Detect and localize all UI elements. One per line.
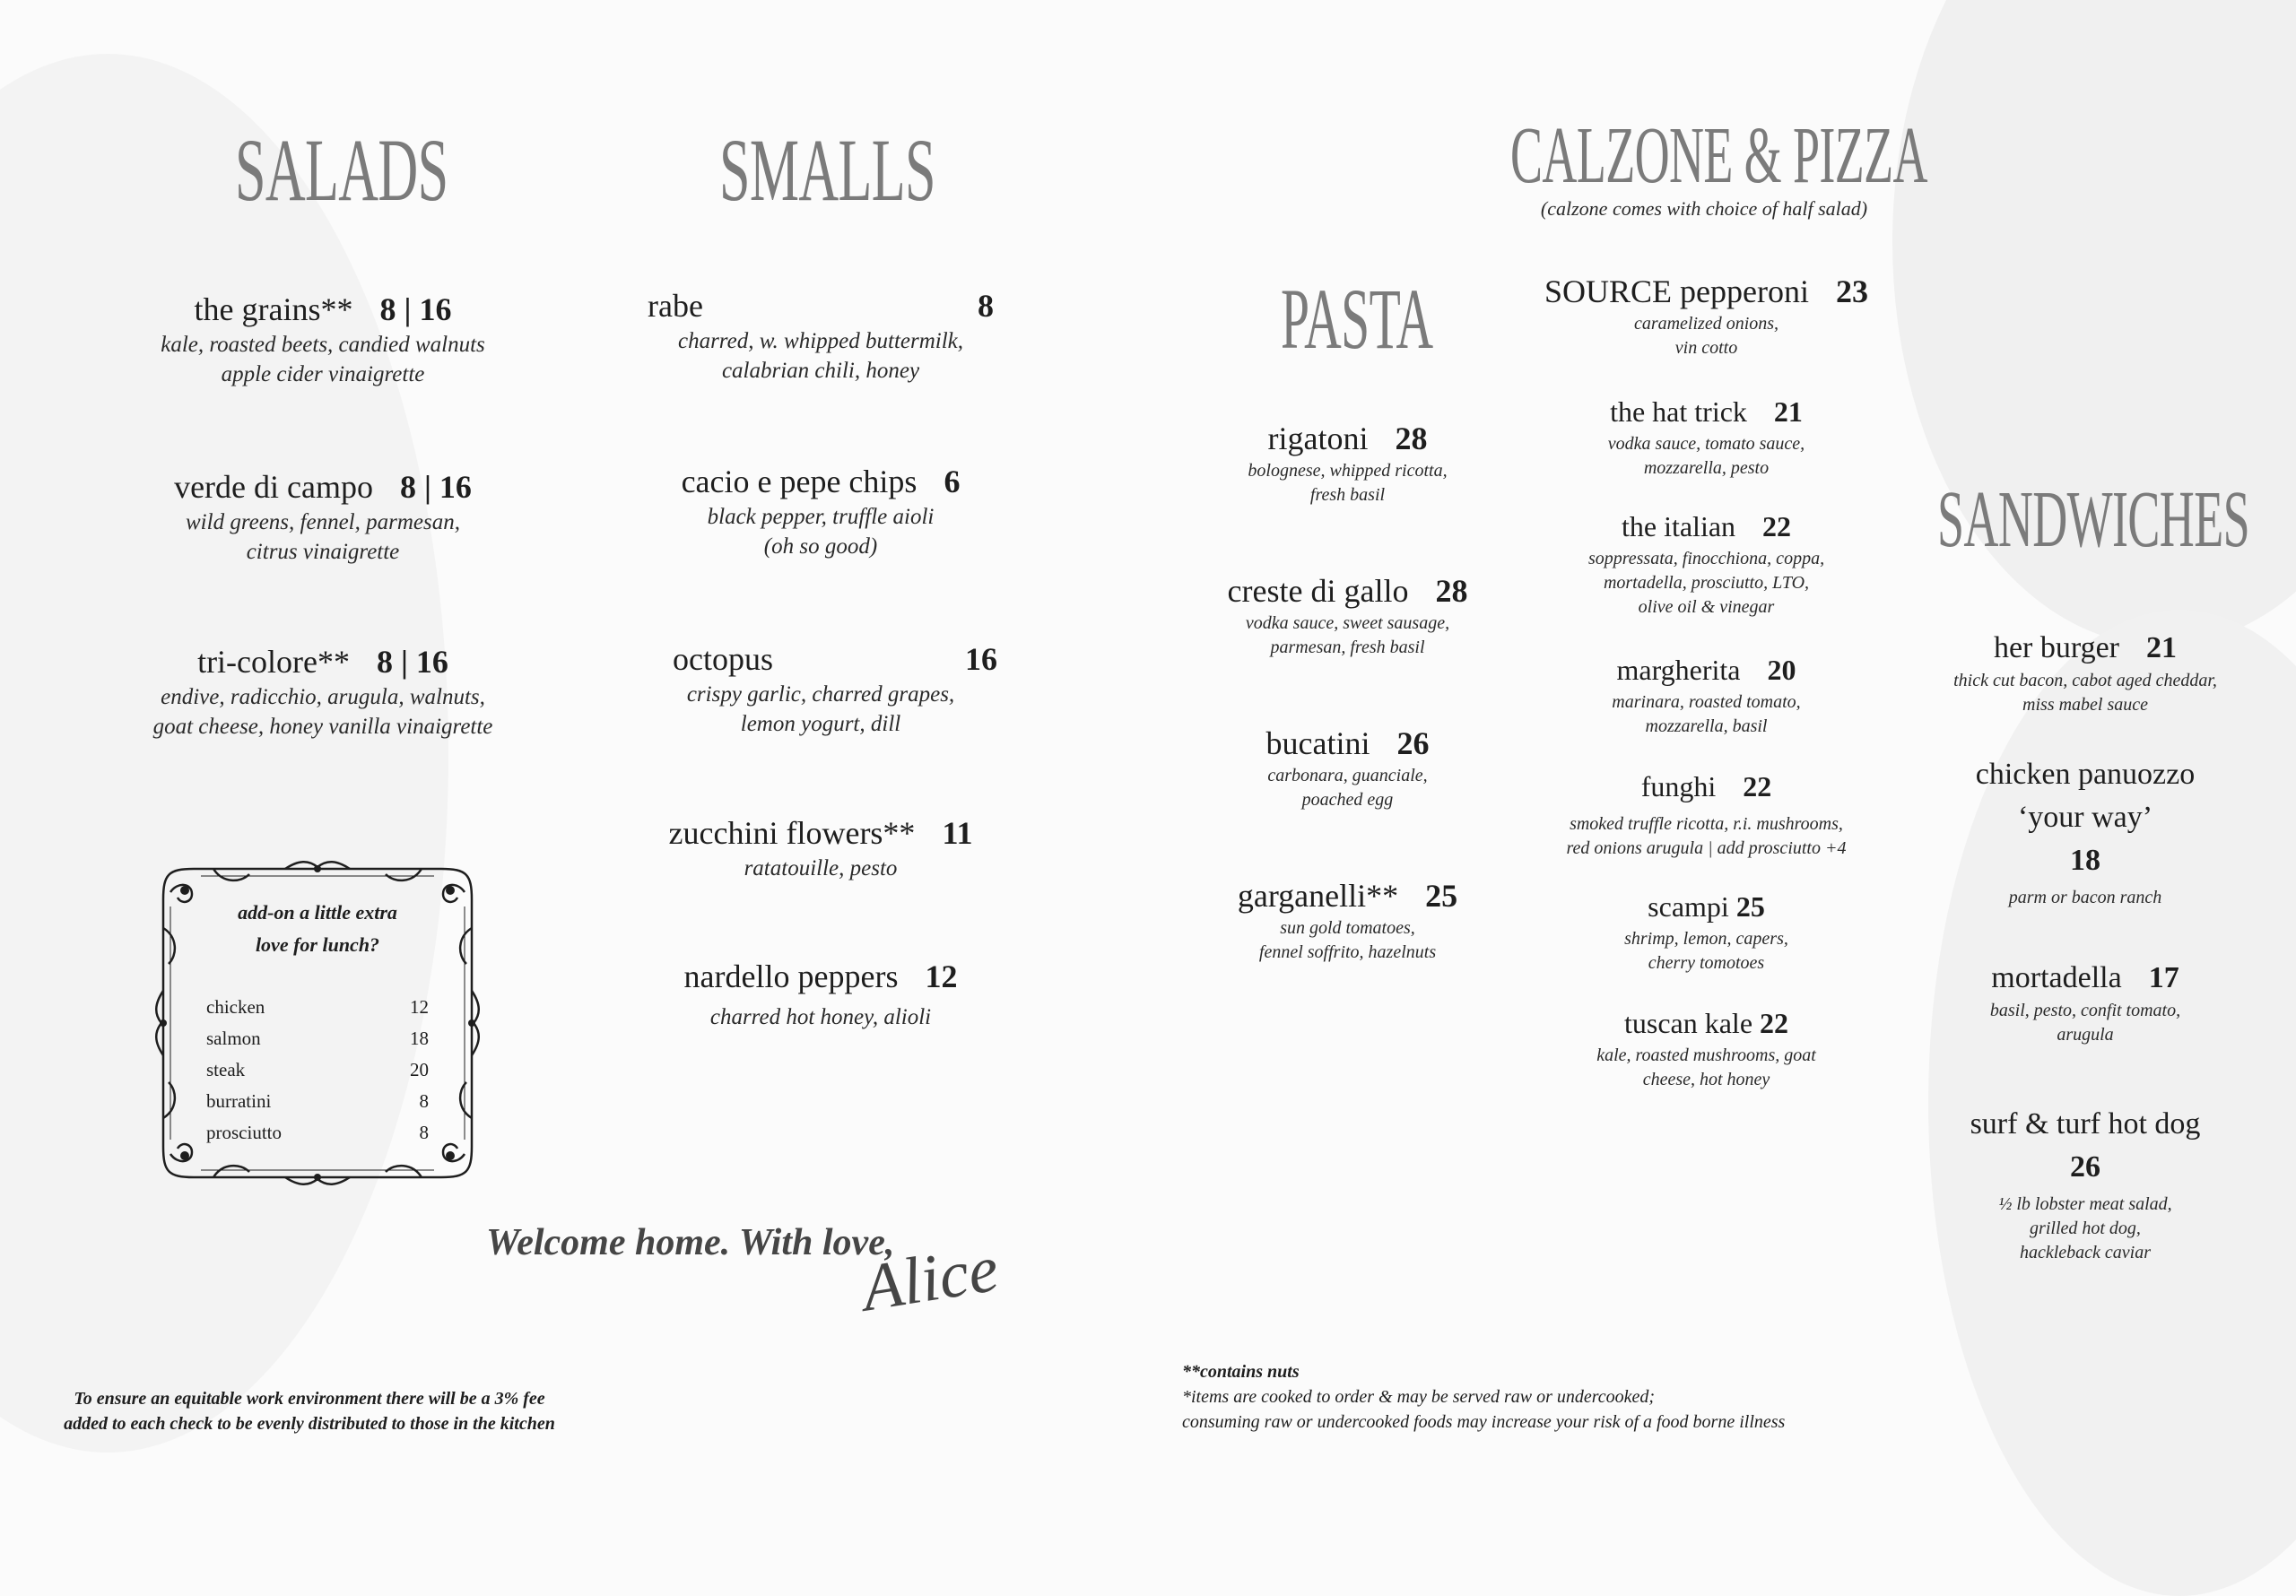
item-price: 6 [944, 464, 961, 499]
item-name: tri-colore** [197, 644, 350, 680]
pizza-item [1525, 766, 1888, 861]
item-desc-line: fennel soffrito, hazelnuts [1258, 942, 1437, 962]
item-desc-line: (oh so good) [763, 534, 878, 559]
item-desc-line: vodka sauce, tomato sauce, [1607, 434, 1805, 454]
item-name: scampi [1648, 890, 1729, 923]
addon-row [206, 992, 429, 1023]
welcome-message: Welcome home. With love, [486, 1222, 895, 1263]
sandwiches-heading: SANDWICHES [1937, 475, 2250, 564]
pizza-item [1525, 506, 1888, 620]
item-price: 16 [965, 641, 997, 677]
item-desc-line: wild greens, fennel, parmesan, [186, 510, 460, 534]
item-name-line2: ‘your way’ [2017, 801, 2153, 834]
item-desc-line: fresh basil [1309, 485, 1386, 505]
item-desc-line: shrimp, lemon, capers, [1624, 929, 1788, 949]
item-name: the italian [1621, 510, 1736, 542]
item-name: creste di gallo [1227, 573, 1409, 609]
allergy-note [1182, 1359, 2187, 1435]
item-desc-line: basil, pesto, confit tomato, [1989, 1001, 2181, 1020]
item-name: rabe [648, 288, 703, 324]
item-desc-line: mozzarella, basil [1645, 716, 1768, 736]
item-price: 12 [925, 958, 958, 994]
item-desc-line: vin cotto [1674, 338, 1738, 358]
addon-row [206, 1117, 429, 1149]
addon-title-line: add-on a little extra [238, 901, 397, 924]
item-price: 21 [2146, 631, 2178, 664]
item-name: the grains** [194, 291, 353, 327]
item-name: her burger [1993, 631, 2120, 664]
item-desc-line: citrus vinaigrette [246, 540, 400, 564]
sandwich-item [1928, 753, 2242, 910]
item-desc-line: charred hot honey, alioli [709, 1005, 932, 1029]
pasta-item [1193, 723, 1502, 812]
pasta-item [1193, 875, 1502, 965]
item-name: rigatoni [1267, 421, 1369, 456]
pizza-item [1525, 1002, 1888, 1092]
item-name: surf & turf hot dog [1970, 1107, 2201, 1141]
addon-name: prosciutto [206, 1122, 282, 1143]
pizza-item [1525, 391, 1888, 481]
raw-note-line: consuming raw or undercooked foods may increase your risk of a food borne illness [1182, 1412, 1786, 1432]
pizza-subtitle: (calzone comes with choice of half salad) [1540, 197, 1868, 220]
item-desc-line: apple cider vinaigrette [221, 362, 425, 386]
item-price: 28 [1395, 421, 1428, 456]
item-desc-line: mozzarella, pesto [1643, 458, 1770, 478]
fee-line: To ensure an equitable work environment there will be a 3% fee [74, 1389, 545, 1409]
item-desc-line: red onions arugula | add prosciutto +4 [1566, 838, 1847, 858]
item-desc-line: lemon yogurt, dill [740, 712, 901, 736]
item-name: mortadella [1991, 961, 2122, 994]
item-desc-line: black pepper, truffle aioli [707, 505, 935, 529]
item-price: 23 [1835, 273, 1868, 309]
salad-item [117, 641, 529, 742]
item-price: 21 [1773, 395, 1803, 428]
sandwich-item [1928, 628, 2242, 717]
item-desc-line: goat cheese, honey vanilla vinaigrette [152, 715, 493, 739]
raw-note-line: *items are cooked to order & may be served raw or undercooked; [1182, 1387, 1656, 1407]
item-desc-line: endive, radicchio, arugula, walnuts, [161, 685, 485, 709]
item-desc-line: crispy garlic, charred grapes, [686, 682, 955, 707]
item-name: octopus [673, 641, 773, 677]
addon-title-line: love for lunch? [255, 933, 380, 956]
item-desc-line: mortadella, prosciutto, LTO, [1603, 573, 1810, 593]
item-name: tuscan kale [1623, 1007, 1753, 1039]
item-price: 22 [1743, 770, 1772, 802]
item-price: 28 [1435, 573, 1468, 609]
addon-row [206, 1054, 429, 1086]
sandwich-item [1928, 1103, 2242, 1265]
item-desc-line: vodka sauce, sweet sausage, [1245, 613, 1450, 633]
addon-name: steak [206, 1059, 246, 1080]
item-desc-line: cheese, hot honey [1642, 1070, 1770, 1089]
item-name: margherita [1616, 654, 1741, 686]
background-shape-left [0, 54, 448, 1453]
item-desc-line: arugula [2057, 1025, 2114, 1045]
item-desc-line: kale, roasted mushrooms, goat [1596, 1045, 1816, 1065]
item-price: 26 [1396, 725, 1430, 761]
addon-row [206, 1086, 429, 1117]
item-desc-line: kale, roasted beets, candied walnuts [161, 333, 485, 357]
item-desc-line: miss mabel sauce [2022, 695, 2148, 715]
pizza-item [1525, 271, 1888, 360]
signature: Alice [857, 1231, 1004, 1326]
pasta-item [1193, 418, 1502, 507]
item-desc-line: caramelized onions, [1633, 314, 1779, 334]
addon-box [206, 897, 429, 1149]
addon-name: chicken [206, 996, 265, 1018]
item-name: verde di campo [174, 469, 373, 505]
item-price: 26 [2070, 1150, 2100, 1184]
pizza-item [1525, 649, 1888, 739]
item-price: 17 [2148, 961, 2179, 994]
item-price: 18 [2070, 844, 2100, 877]
item-price: 8 | 16 [379, 291, 452, 327]
item-name: garganelli** [1237, 878, 1399, 914]
smalls-item [628, 461, 1013, 561]
pasta-heading: PASTA [1281, 271, 1433, 367]
item-desc-line: sun gold tomatoes, [1280, 918, 1415, 938]
item-price: 22 [1760, 1007, 1789, 1039]
addon-price: 18 [410, 1028, 429, 1049]
item-desc-line: marinara, roasted tomato, [1612, 692, 1801, 712]
smalls-item [628, 285, 1013, 386]
item-price: 8 | 16 [377, 644, 448, 680]
item-name: funghi [1640, 770, 1717, 802]
item-price: 20 [1767, 654, 1796, 686]
item-name: nardello peppers [683, 958, 899, 994]
addon-name: salmon [206, 1028, 261, 1049]
item-name: cacio e pepe chips [681, 464, 918, 499]
sandwich-item [1928, 958, 2242, 1047]
item-price: 25 [1425, 878, 1458, 914]
item-name: chicken panuozzo [1975, 758, 2196, 791]
item-desc-line: smoked truffle ricotta, r.i. mushrooms, [1570, 814, 1843, 834]
addon-price: 12 [410, 996, 429, 1018]
item-desc-line: cherry tomotoes [1648, 953, 1765, 973]
item-price: 8 | 16 [399, 469, 472, 505]
item-desc-line: ½ lb lobster meat salad, [1998, 1194, 2172, 1214]
addon-price: 20 [410, 1059, 429, 1080]
item-desc-line: olive oil & vinegar [1638, 597, 1775, 617]
item-desc-line: charred, w. whipped buttermilk, [677, 329, 964, 353]
item-desc-line: parmesan, fresh basil [1270, 638, 1425, 657]
smalls-item [628, 812, 1013, 883]
item-price: 11 [942, 815, 973, 851]
addon-price: 8 [419, 1090, 429, 1112]
pasta-item [1193, 570, 1502, 660]
item-desc-line: bolognese, whipped ricotta, [1248, 461, 1448, 481]
kitchen-fee-note [36, 1386, 583, 1436]
item-desc-line: parm or bacon ranch [2008, 888, 2162, 907]
addon-name: burratini [206, 1090, 272, 1112]
smalls-heading: SMALLS [719, 120, 935, 220]
smalls-item [628, 638, 1013, 739]
smalls-item [628, 956, 1013, 1032]
nuts-note: **contains nuts [1182, 1362, 1300, 1382]
item-name: zucchini flowers** [668, 815, 916, 851]
item-price: 25 [1735, 890, 1765, 923]
item-desc-line: thick cut bacon, cabot aged cheddar, [1953, 671, 2217, 690]
item-name: bucatini [1265, 725, 1370, 761]
item-price: 22 [1762, 510, 1792, 542]
item-desc-line: grilled hot dog, [2030, 1219, 2141, 1238]
salads-heading: SALADS [235, 120, 448, 220]
item-price: 8 [978, 288, 994, 324]
pizza-item [1525, 886, 1888, 976]
salad-item [117, 466, 529, 567]
item-desc-line: ratatouille, pesto [744, 856, 898, 880]
item-desc-line: carbonara, guanciale, [1267, 766, 1428, 785]
pizza-heading: CALZONE & PIZZA [1510, 111, 1927, 200]
addon-row [206, 1023, 429, 1054]
item-name: SOURCE pepperoni [1544, 273, 1809, 309]
fee-line: added to each check to be evenly distributed to those in the kitchen [64, 1414, 555, 1434]
addon-price: 8 [419, 1122, 429, 1143]
item-desc-line: hackleback caviar [2019, 1243, 2152, 1262]
item-desc-line: soppressata, finocchiona, coppa, [1587, 549, 1825, 568]
salad-item [117, 289, 529, 389]
item-name: the hat trick [1610, 395, 1747, 428]
item-desc-line: calabrian chili, honey [721, 359, 920, 383]
item-desc-line: poached egg [1301, 790, 1394, 810]
